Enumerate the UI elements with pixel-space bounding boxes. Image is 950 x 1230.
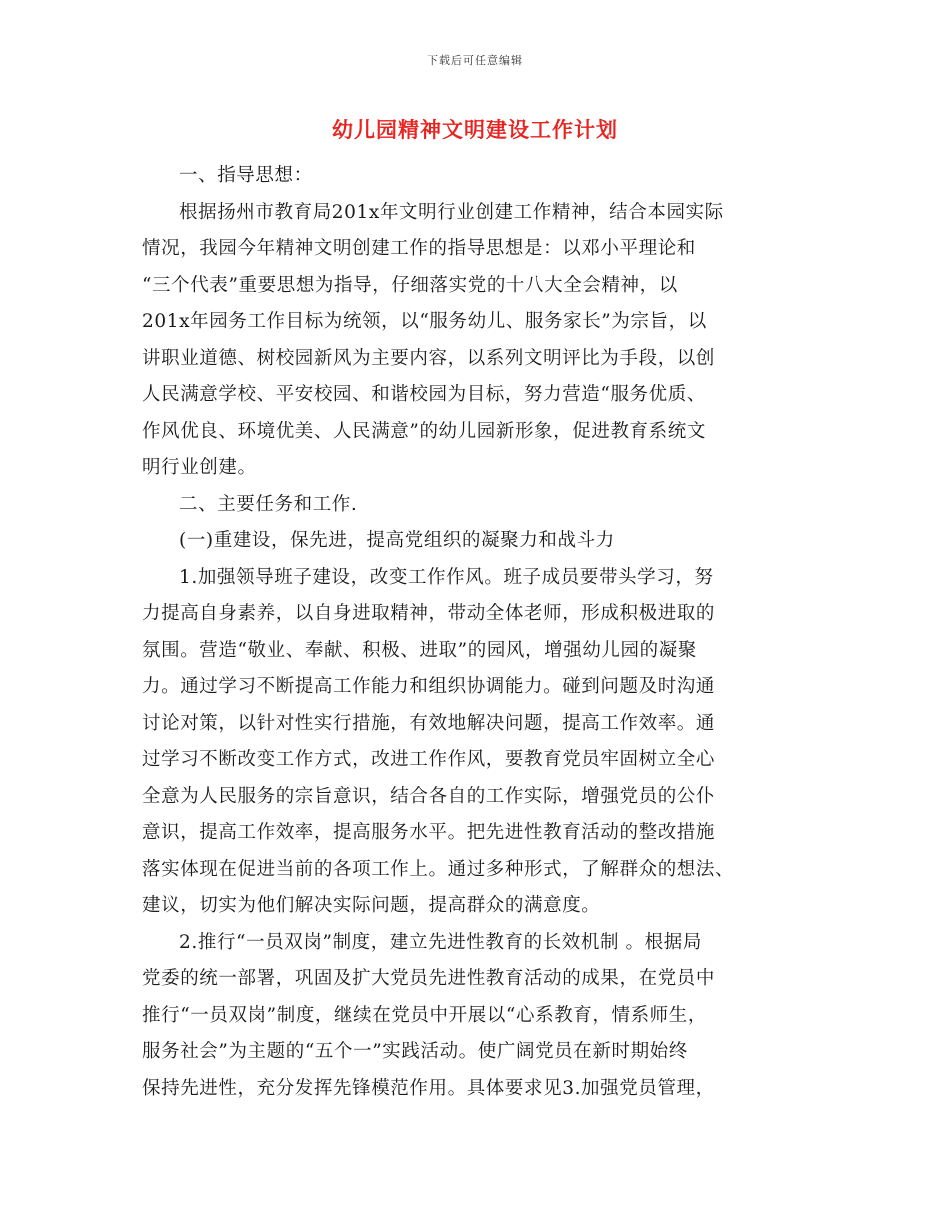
text-line: 保持先进性，充分发挥先锋模范作用。具体要求见3.加强党员管理， — [142, 1077, 715, 1099]
text-line: 情况，我园今年精神文明创建工作的指导思想是：以邓小平理论和 — [142, 238, 696, 259]
text-line: 根据扬州市教育局201x年文明行业创建工作精神，结合本园实际 — [179, 201, 724, 223]
section-heading-main-tasks — [142, 487, 810, 524]
text-line: 落实体现在促进当前的各项工作上。通过多种形式，了解群众的想法、 — [142, 858, 735, 880]
paragraph-leadership-building — [142, 560, 810, 925]
subsection-heading-1 — [142, 523, 810, 560]
text-line: 全意为人民服务的宗旨意识，结合各自的工作实际，增强党员的公仆 — [142, 785, 716, 807]
text-line: 服务社会”为主题的“五个一”实践活动。使广阔党员在新时期始终 — [142, 1041, 688, 1062]
text-line: 力提高自身素养，以自身进取精神，带动全体老师，形成积极进取的 — [142, 603, 716, 624]
text-line: 一、指导思想： — [179, 165, 313, 186]
text-line: “三个代表”重要思想为指导，仔细落实党的十八大全会精神，以 — [142, 274, 678, 296]
text-line: (一)重建设，保先进，提高党组织的凝聚力和战斗力 — [179, 530, 615, 551]
section-heading-guiding-ideology — [142, 158, 810, 195]
text-line: 明行业创建。 — [142, 457, 257, 478]
text-line: 作风优良、环境优美、人民满意”的幼儿园新形象，促进教育系统文 — [142, 420, 706, 442]
paragraph-guiding-ideology — [142, 195, 810, 487]
document-body — [142, 158, 810, 1107]
text-line: 201x年园务工作目标为统领，以“服务幼儿、服务家长”为宗旨，以 — [142, 311, 707, 332]
document-title: 幼儿园精神文明建设工作计划 — [332, 117, 618, 142]
text-line: 人民满意学校、平安校园、和谐校园为目标，努力营造“服务优质、 — [142, 384, 706, 405]
text-line: 过学习不断改变工作方式，改进工作作风，要教育党员牢固树立全心 — [142, 749, 716, 770]
text-line: 2.推行“一员双岗”制度，建立先进性教育的长效机制 。根据局 — [179, 931, 702, 953]
text-line: 意识，提高工作效率，提高服务水平。把先进性教育活动的整改措施 — [142, 822, 716, 843]
text-line: 推行“一员双岗”制度，继续在党员中开展以“心系教育，情系师生， — [142, 1004, 707, 1026]
page-header-note: 下载后可任意编辑 — [427, 54, 523, 67]
text-line: 氛围。营造“敬业、奉献、积极、进取”的园风，增强幼儿园的凝聚 — [142, 639, 697, 661]
paragraph-one-member-two-posts — [142, 925, 810, 1108]
text-line: 力。通过学习不断提高工作能力和组织协调能力。碰到问题及时沟通 — [142, 676, 716, 697]
text-line: 建议，切实为他们解决实际问题，提高群众的满意度。 — [142, 895, 601, 916]
text-line: 讨论对策，以针对性实行措施，有效地解决问题，提高工作效率。通 — [142, 712, 716, 734]
text-line: 党委的统一部署，巩固及扩大党员先进性教育活动的成果，在党员中 — [142, 968, 716, 989]
text-line: 二、主要任务和工作. — [179, 493, 358, 515]
text-line: 1.加强领导班子建设，改变工作作风。班子成员要带头学习，努 — [179, 566, 714, 588]
text-line: 讲职业道德、树校园新风为主要内容，以系列文明评比为手段，以创 — [142, 347, 716, 369]
